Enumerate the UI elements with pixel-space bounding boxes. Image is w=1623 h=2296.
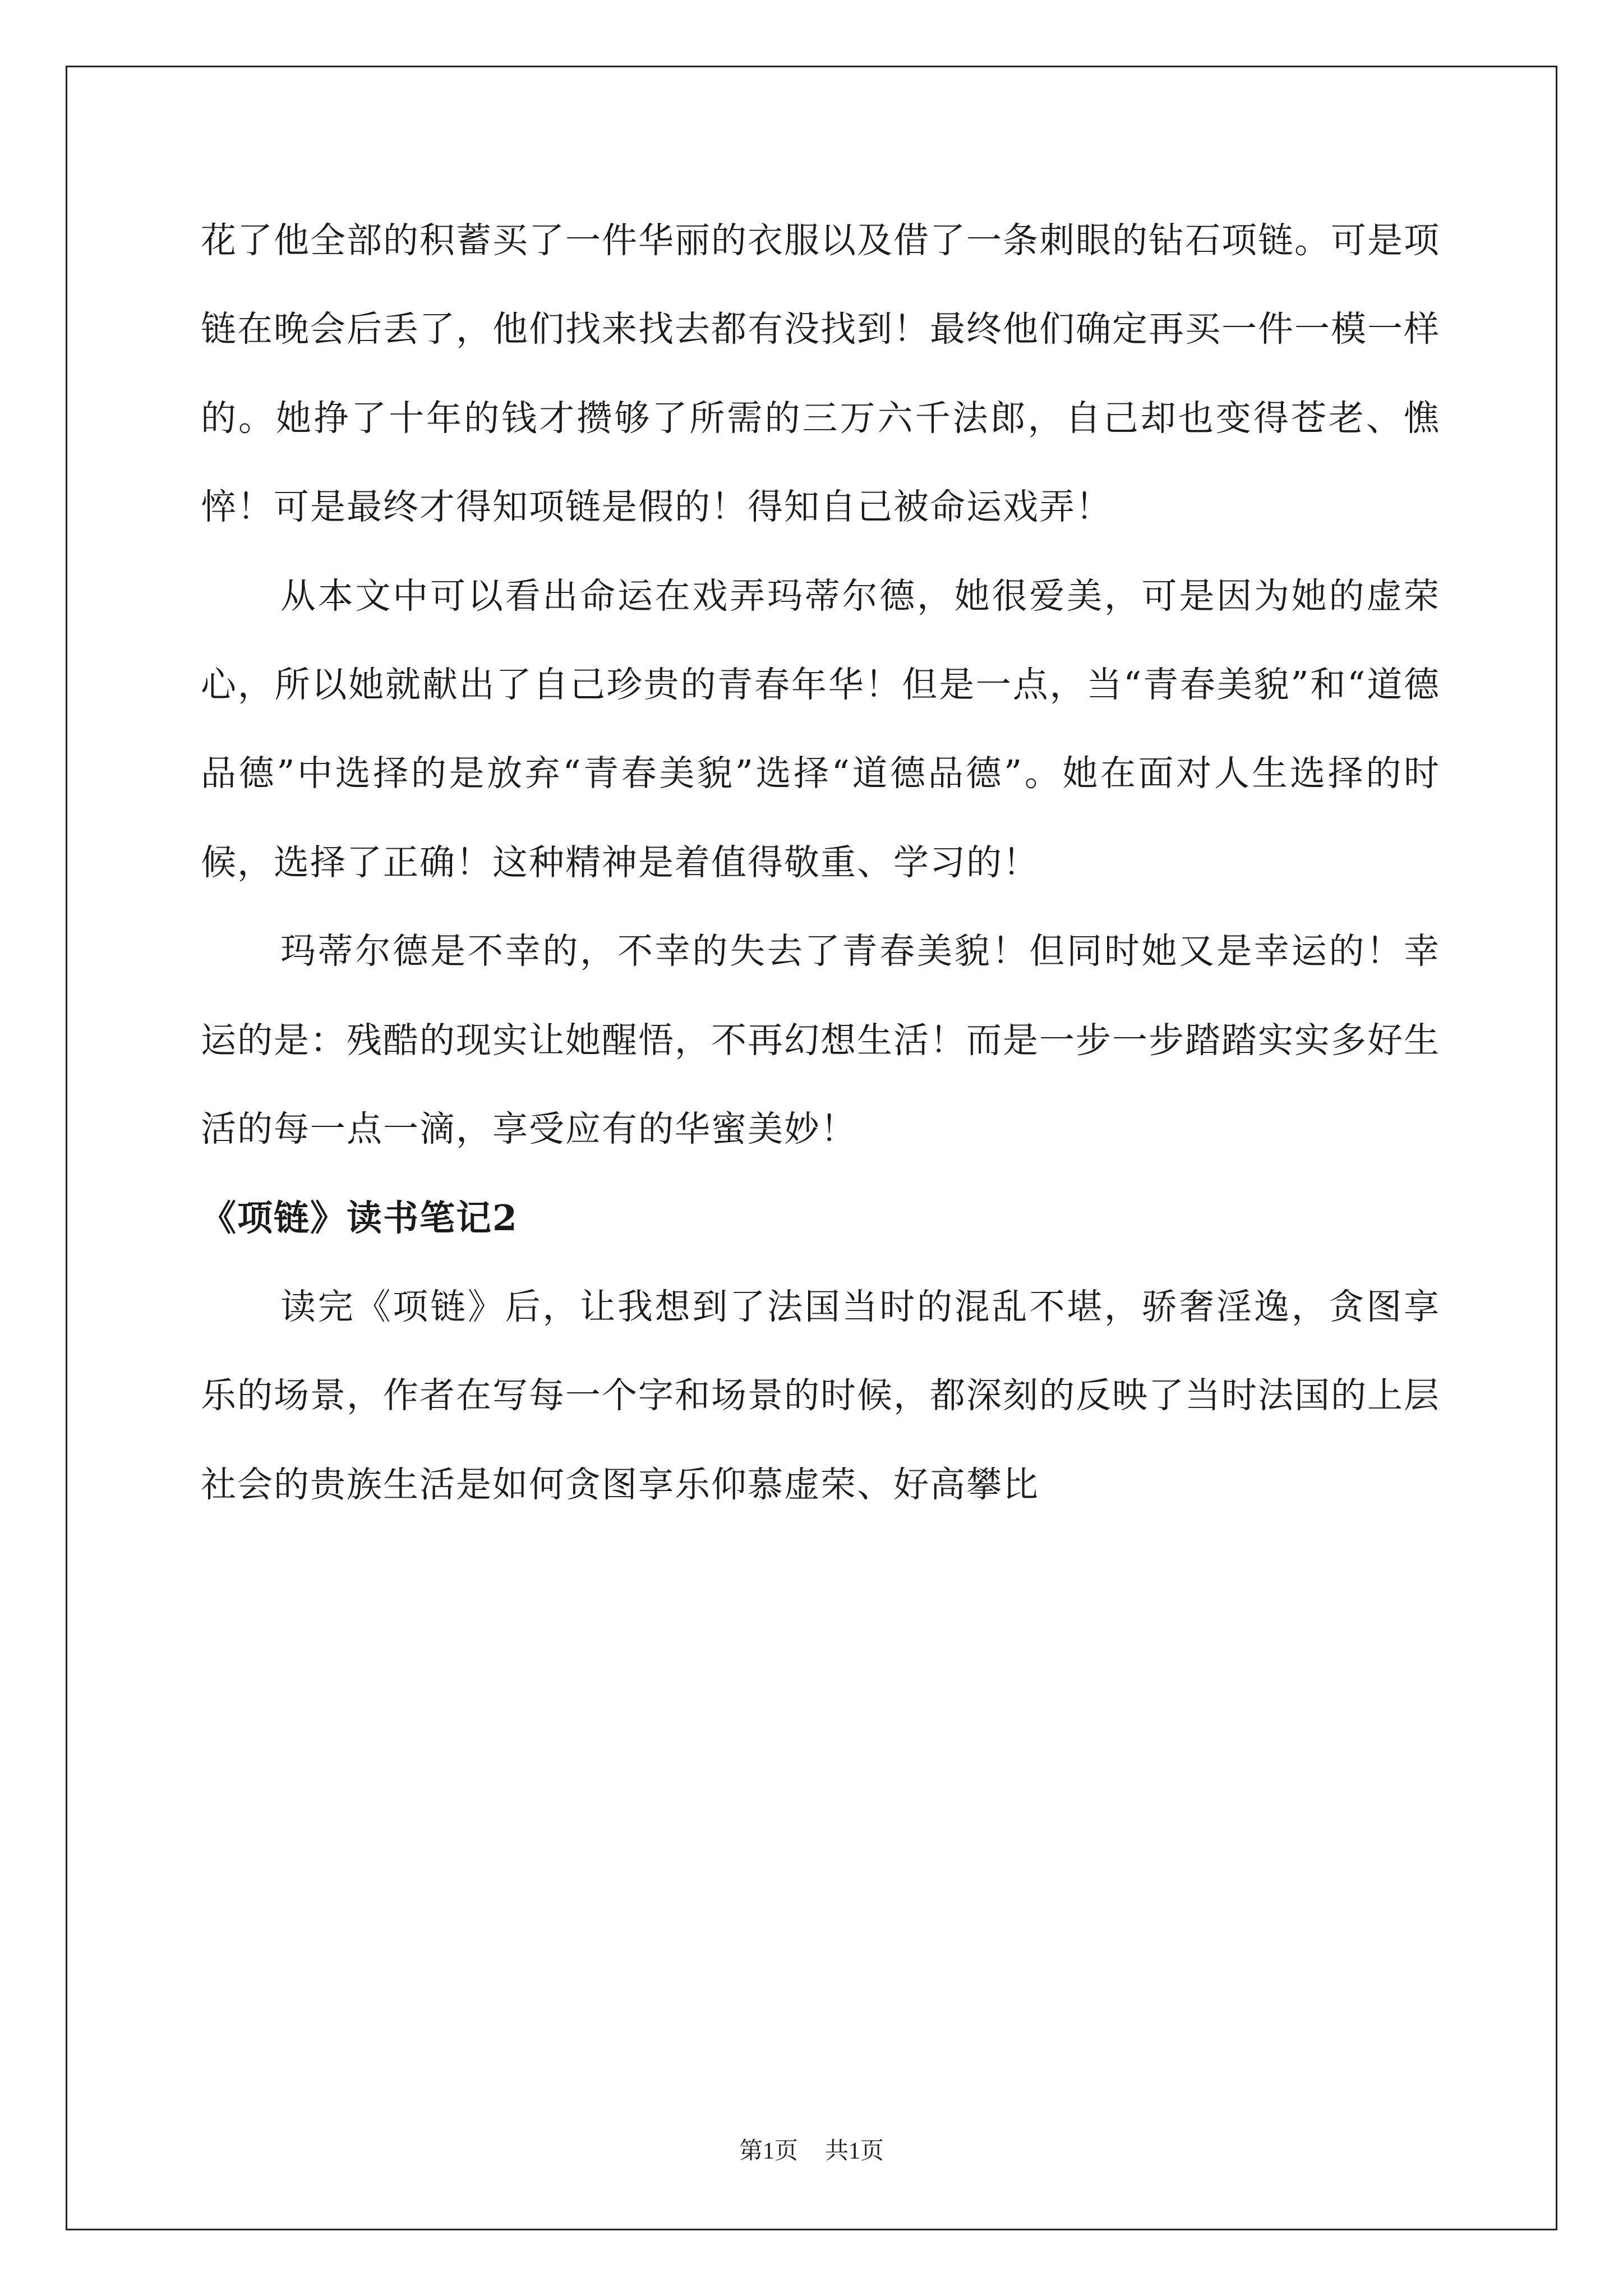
section-heading: 《项链》读书笔记2: [201, 1197, 518, 1239]
page-footer: [0, 2134, 1623, 2168]
paragraph-2: 从本文中可以看出命运在戏弄玛蒂尔德，她很爱美，可是因为她的虚荣心，所以她就献出了自己珍贵的青春年华！但是一点，当“青春美貌”和“道德品德”中选择的是放弃“青春美貌”选择“道德品德”。她在面对人生选择的时候，选择了正确！这种精神是着值得敬重、学习的！: [201, 575, 1440, 883]
paragraph-1: 花了他全部的积蓄买了一件华丽的衣服以及借了一条刺眼的钻石项链。可是项链在晚会后丢了，他们找来找去都有没找到！最终他们确定再买一件一模一样的。她挣了十年的钱才攒够了所需的三万六千法郎，自己却也变得苍老、憔悴！可是最终才得知项链是假的！得知自己被命运戏弄！: [201, 220, 1440, 528]
paragraph-4: 读完《项链》后，让我想到了法国当时的混乱不堪，骄奢淫逸，贪图享乐的场景，作者在写每一个字和场景的时候，都深刻的反映了当时法国的上层社会的贵族生活是如何贪图享乐仰慕虚荣、好高攀比: [201, 1286, 1440, 1505]
total-pages: 共1页: [825, 2138, 884, 2164]
page-number: 第1页: [739, 2138, 798, 2164]
paragraph-3: 玛蒂尔德是不幸的，不幸的失去了青春美貌！但同时她又是幸运的！幸运的是：残酷的现实让她醒悟，不再幻想生活！而是一步一步踏踏实实多好生活的每一点一滴，享受应有的华蜜美妙！: [201, 931, 1440, 1150]
document-body: [201, 196, 1440, 1529]
